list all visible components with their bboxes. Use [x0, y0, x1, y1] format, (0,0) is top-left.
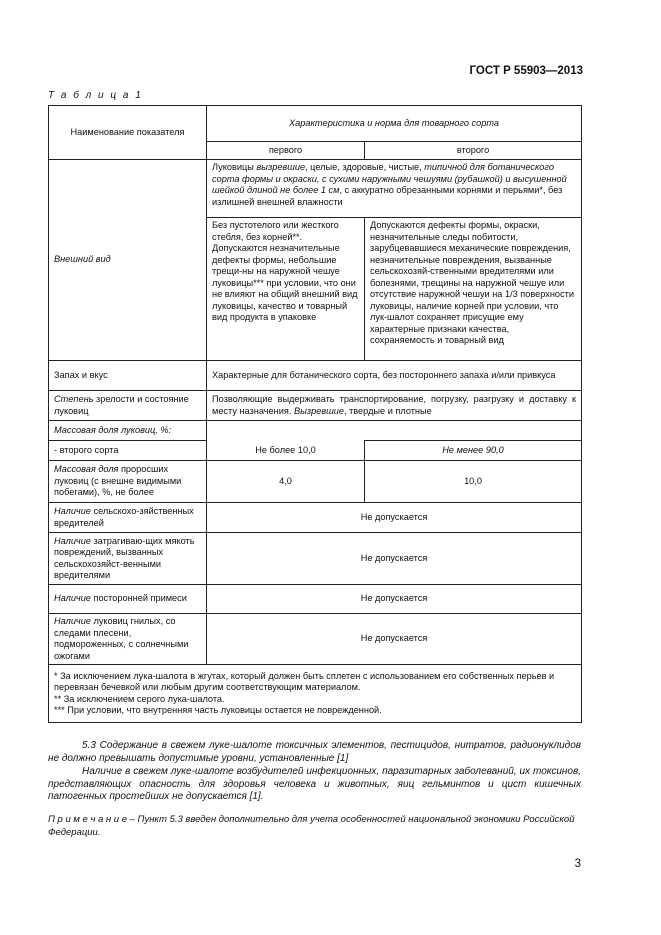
header-grade2: второго — [365, 142, 582, 160]
flesh-damage-value: Не допускается — [207, 533, 582, 585]
row-smell-label: Запах и вкус — [49, 361, 207, 391]
sprouted-grade1: 4,0 — [207, 461, 365, 503]
paragraph-5-3: 5.3 Содержание в свежем луке-шалоте токсичных элементов, пестицидов, нитратов, радионуклидов не должно превышать допустимые уровни, установленные [1] — [48, 740, 581, 764]
mass-fraction-blank — [207, 421, 582, 441]
appearance-common: Луковицы вызревшие, целые, здоровые, чистые, типичной для ботанического сорта формы и окраски, с сухими наружными чешуями (рубашкой) и высушенной шейкой длиной не более 1 см, с аккуратно обрезанными корнями и перьями*, без излишней внешней влажности — [207, 160, 582, 218]
smell-value: Характерные для ботанического сорта, без постороннего запаха и/или привкуса — [207, 361, 582, 391]
note-paragraph: П р и м е ч а н и е – Пункт 5.3 введен дополнительно для учета особенностей национальной экономики Российской Федерации. — [48, 814, 575, 838]
row-sprouted-label: Массовая доля проросших луковиц (с внешне видимыми побегами), %, не более — [49, 461, 207, 503]
row-mass-fraction-label: Массовая доля луковиц, %: — [49, 421, 207, 441]
header-characteristic: Характеристика и норма для товарного сорта — [207, 106, 582, 142]
page-number: 3 — [574, 858, 581, 870]
table-footnotes — [49, 665, 582, 723]
table-caption: Т а б л и ц а 1 — [48, 90, 143, 101]
row-flesh-damage-label: Наличие затрагиваю-щих мякоть повреждений, вызванных сельскохозяйст-венными вредителями — [49, 533, 207, 585]
ripeness-value: Позволяющие выдерживать транспортирование, погрузку, разгрузку и доставку к месту назначения. Вызревшие, твердые и плотные — [207, 391, 582, 421]
header-indicator: Наименование показателя — [49, 106, 207, 160]
appearance-grade1: Без пустотелого или жесткого стебля, без корней**. Допускаются незначительные дефекты формы, небольшие трещи-ны на наружной чешуе луковицы*** при условии, что они не влияют на общий внешний вид луковицы, качество и товарный вид продукта в упаковке — [207, 218, 365, 361]
paragraph-infection: Наличие в свежем луке-шалоте возбудителей инфекционных, паразитарных заболеваний, их токсинов, представляющих опасность для здоровья человека и животных, яиц гельминтов и цист кишечных патогенных простейших не допускается [1]. — [48, 766, 581, 802]
row-impurity-label: Наличие посторонней примеси — [49, 585, 207, 614]
footnote-1: * За исключением лука-шалота в жгутах, который должен быть сплетен с использованием его собственных перьев и перевязан бечевкой или любым другим соответствующим материалом. — [54, 670, 555, 692]
row-pests-label: Наличие сельскохо-зяйственных вредителей — [49, 503, 207, 533]
row-rotten-label: Наличие луковиц гнилых, со следами плесени, подмороженных, с солнечными ожогами — [49, 614, 207, 665]
impurity-value: Не допускается — [207, 585, 582, 614]
mass-fraction-grade2: Не менее 90,0 — [365, 441, 582, 461]
spec-table — [48, 105, 582, 723]
pests-value: Не допускается — [207, 503, 582, 533]
row-appearance-label: Внешний вид — [49, 160, 207, 361]
footnote-3: *** При условии, что внутренняя часть луковицы остается не поврежденной. — [54, 705, 382, 715]
rotten-value: Не допускается — [207, 614, 582, 665]
footnote-2: ** За исключением серого лука-шалота. — [54, 693, 225, 704]
header-grade1: первого — [207, 142, 365, 160]
row-mass-fraction-sublabel: - второго сорта — [49, 441, 207, 461]
standard-code: ГОСТ Р 55903—2013 — [469, 65, 583, 77]
sprouted-grade2: 10,0 — [365, 461, 582, 503]
mass-fraction-grade1: Не более 10,0 — [207, 441, 365, 461]
row-ripeness-label: Степень зрелости и состояние луковиц — [49, 391, 207, 421]
appearance-grade2: Допускаются дефекты формы, окраски, незначительные следы побитости, зарубцевавшиеся механические повреждения, незначительные повреждения, вызванные сельскохозяй-ственными вредителями или болезнями, трещины на наружной чешуе или отсутствие наружной чешуи на 1/3 поверхности луковицы, наличие корней при условии, что лук-шалот сохраняет присущие ему характерные признаки качества, сохраняемость и товарный вид — [365, 218, 582, 361]
